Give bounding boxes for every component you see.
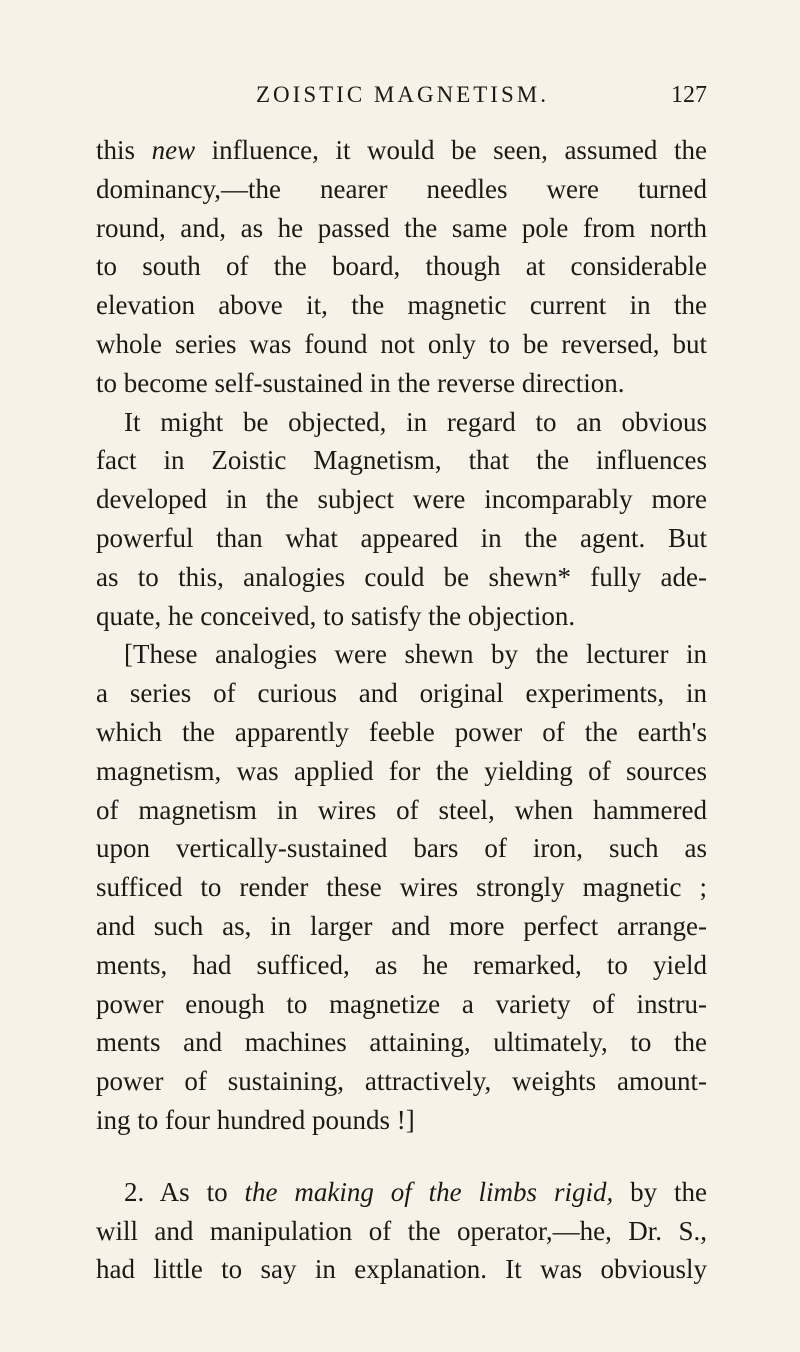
text-line: ments and machines attaining, ultimately, to the [96,1027,707,1058]
body-text [96,131,707,1289]
text-line: as to this, analogies could be shewn* fully ade- [96,561,707,592]
text-line: quate, he conceived, to satisfy the objection. [96,600,576,631]
text-line: a series of curious and original experiments, in [96,678,707,709]
text-line: 2. As to the making of the limbs rigid, by the [124,1176,707,1207]
text-line: power of sustaining, attractively, weights amount- [96,1066,707,1097]
italic-word: new [151,135,196,165]
running-head: ZOISTIC MAGNETISM. [256,82,549,107]
paragraph-4 [96,1173,707,1289]
text-line: and such as, in larger and more perfect arrange- [96,910,707,941]
text-line: will and manipulation of the operator,—he, Dr. S., [96,1215,707,1246]
text-line: which the apparently feeble power of the earth's [96,716,707,747]
text-line: developed in the subject were incomparably more [96,484,707,515]
text-line: to become self-sustained in the reverse direction. [96,367,625,398]
text-line: ments, had sufficed, as he remarked, to yield [96,949,707,980]
text-line: of magnetism in wires of steel, when hammered [96,794,707,825]
text-line: this new influence, it would be seen, assumed the [96,135,707,165]
page-number: 127 [671,82,707,108]
text-line: fact in Zoistic Magnetism, that the influences [96,445,707,476]
text-line: sufficed to render these wires strongly magnetic ; [96,872,707,903]
paragraph-3 [96,635,707,1139]
paragraph-gap [96,1140,707,1173]
text-line: power enough to magnetize a variety of instru- [96,988,707,1019]
text-line: ing to four hundred pounds !] [96,1104,415,1135]
text-line: It might be objected, in regard to an obvious [124,406,707,437]
text-line: powerful than what appeared in the agent. But [96,522,707,553]
text-line: elevation above it, the magnetic current in the [96,290,707,321]
text-line: whole series was found not only to be reversed, but [96,328,707,359]
italic-phrase: the making of the limbs rigid, [244,1176,614,1207]
paragraph-1 [96,131,707,403]
text-line: round, and, as he passed the same pole from north [96,212,707,243]
text-line: [These analogies were shewn by the lecturer in [124,639,707,670]
text-line: had little to say in explanation. It was obviously [96,1254,707,1285]
text-line: dominancy,—the nearer needles were turned [96,173,707,204]
text-line: upon vertically-sustained bars of iron, such as [96,833,707,864]
page-header [96,82,707,118]
paragraph-2 [96,403,707,636]
text-line: to south of the board, though at considerable [96,251,707,282]
text-line: magnetism, was applied for the yielding of sources [96,755,707,786]
